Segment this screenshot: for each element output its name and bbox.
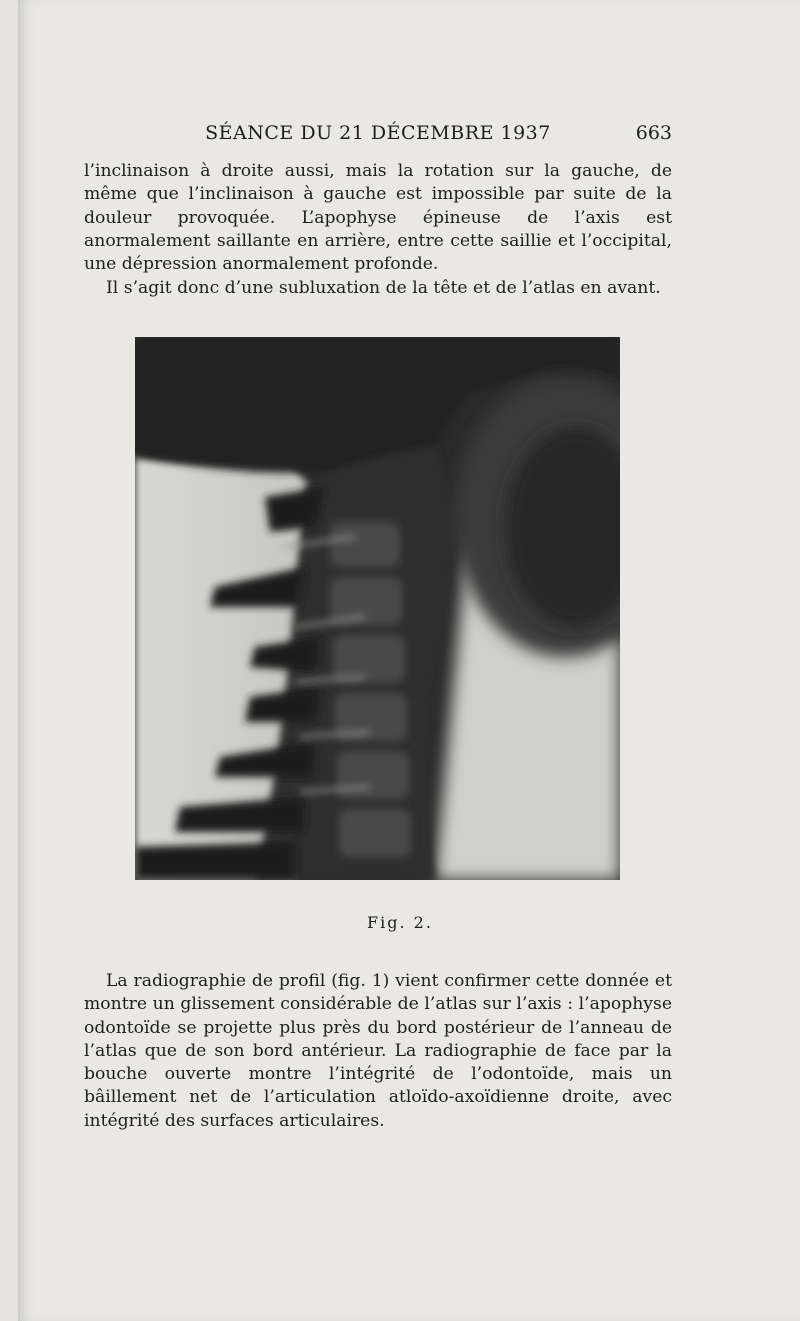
paragraph-3: La radiographie de profil (fig. 1) vient confirmer cette donnée et montre un glissement considérable de l’atlas sur l’axis : l’apophyse odontoïde se projette plus près du bord postérieur de l’anneau de l’atlas que de son bord antérieur. La radiographie de face par la bouche ouverte montre l’intégrité de l’odontoïde, mais un bâillement net de l’articulation atloïdo-axoïdienne droite, avec intégrité des surfaces articulaires.	[84, 971, 672, 1131]
xray-figure	[135, 337, 620, 880]
figure-caption: Fig. 2.	[367, 913, 433, 932]
paragraph-1: l’inclinaison à droite aussi, mais la rotation sur la gauche, de même que l’inclinaison à gauche est impossible par suite de la douleur provoquée. L’apophyse épineuse de l’axis est anormalement saillante en arrière, entre cette saillie et l’occipital, une dépression anormalement profonde.	[84, 161, 672, 275]
running-title: SÉANCE DU 21 DÉCEMBRE 1937	[205, 122, 551, 144]
xray-image	[135, 337, 620, 880]
running-header	[84, 122, 672, 148]
paragraph-2: Il s’agit donc d’une subluxation de la tête et de l’atlas en avant.	[106, 278, 661, 298]
page-number: 663	[635, 122, 672, 144]
